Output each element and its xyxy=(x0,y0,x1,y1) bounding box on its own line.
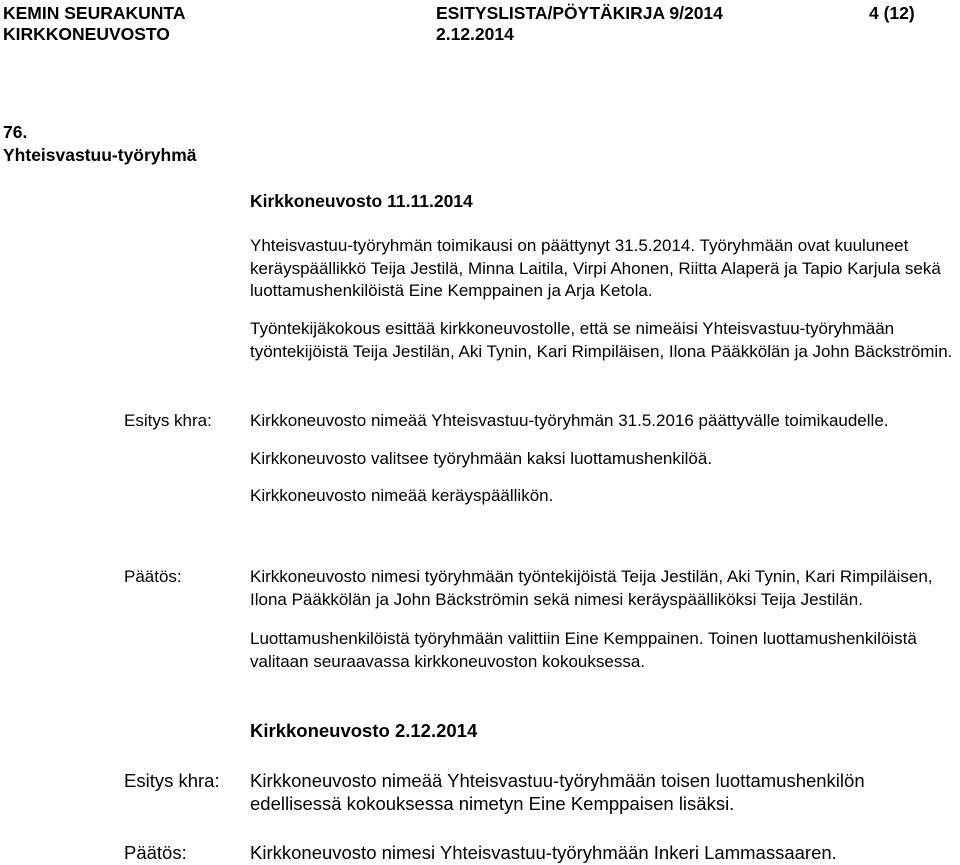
proposal-text-4: Kirkkoneuvosto nimeää Yhteisvastuu-työryhmään toisen luottamushenkilön edellisessä kokouksessa nimetyn Eine Kemppaisen lisäksi. xyxy=(250,770,865,814)
page-number: 4 (12) xyxy=(869,3,915,23)
organization-name: KEMIN SEURAKUNTA xyxy=(3,3,186,23)
decision-text-1: Kirkkoneuvosto nimesi työryhmään työntekijöistä Teija Jestilän, Aki Tynin, Kari Rimpiläisen, Ilona Pääkkölän ja John Bäckströmin sekä nimesi keräyspäälliköksi Teija Jestilän. xyxy=(250,567,933,609)
decision-text-3: Kirkkoneuvosto nimesi Yhteisvastuu-työryhmään Inkeri Lammassaaren. xyxy=(250,842,837,863)
staff-proposal-text: Työntekijäkokous esittää kirkkoneuvostolle, että se nimeäisi Yhteisvastuu-työryhmään työntekijöistä Teija Jestilän, Aki Tynin, Kari Rimpiläisen, Ilona Pääkkölän ja John Bäckströmin. xyxy=(250,319,953,361)
background-text: Yhteisvastuu-työryhmän toimikausi on päättynyt 31.5.2014. Työryhmään ovat kuuluneet keräyspäällikkö Teija Jestilä, Minna Laitila, Virpi Ahonen, Riitta Alaperä ja Tapio Karjula sekä luottamushenkilöistä Eine Kemppainen ja Arja Ketola. xyxy=(250,236,941,300)
document-type: ESITYSLISTA/PÖYTÄKIRJA 9/2014 xyxy=(436,3,723,23)
proposal-text-3: Kirkkoneuvosto nimeää keräyspäällikön. xyxy=(250,486,554,505)
decision-label-2: Päätös: xyxy=(124,842,187,863)
section-title: Yhteisvastuu-työryhmä xyxy=(3,145,197,165)
decision-block-2 xyxy=(250,841,955,864)
proposal-block-1 xyxy=(250,410,955,508)
meeting-heading-1: Kirkkoneuvosto 11.11.2014 xyxy=(250,191,473,211)
proposal-text-2: Kirkkoneuvosto valitsee työryhmään kaksi luottamushenkilöä. xyxy=(250,448,713,468)
decision-block-1 xyxy=(250,566,955,673)
proposal-label-1: Esitys khra: xyxy=(124,411,212,430)
decision-label-1: Päätös: xyxy=(124,567,182,586)
proposal-block-2 xyxy=(250,769,955,815)
proposal-label-2: Esitys khra: xyxy=(124,770,220,791)
decision-text-2: Luottamushenkilöistä työryhmään valittiin Eine Kemppainen. Toinen luottamushenkilöistä valitaan seuraavassa kirkkoneuvoston kokouksessa. xyxy=(250,629,917,671)
proposal-text-1: Kirkkoneuvosto nimeää Yhteisvastuu-työryhmän 31.5.2016 päättyvälle toimikaudelle. xyxy=(250,411,889,430)
meeting-heading-2: Kirkkoneuvosto 2.12.2014 xyxy=(250,720,478,741)
background-paragraph xyxy=(250,235,955,303)
organ-name: KIRKKONEUVOSTO xyxy=(3,24,170,44)
section-number: 76. xyxy=(3,122,28,142)
staff-proposal-paragraph xyxy=(250,318,955,363)
document-date: 2.12.2014 xyxy=(436,24,514,44)
